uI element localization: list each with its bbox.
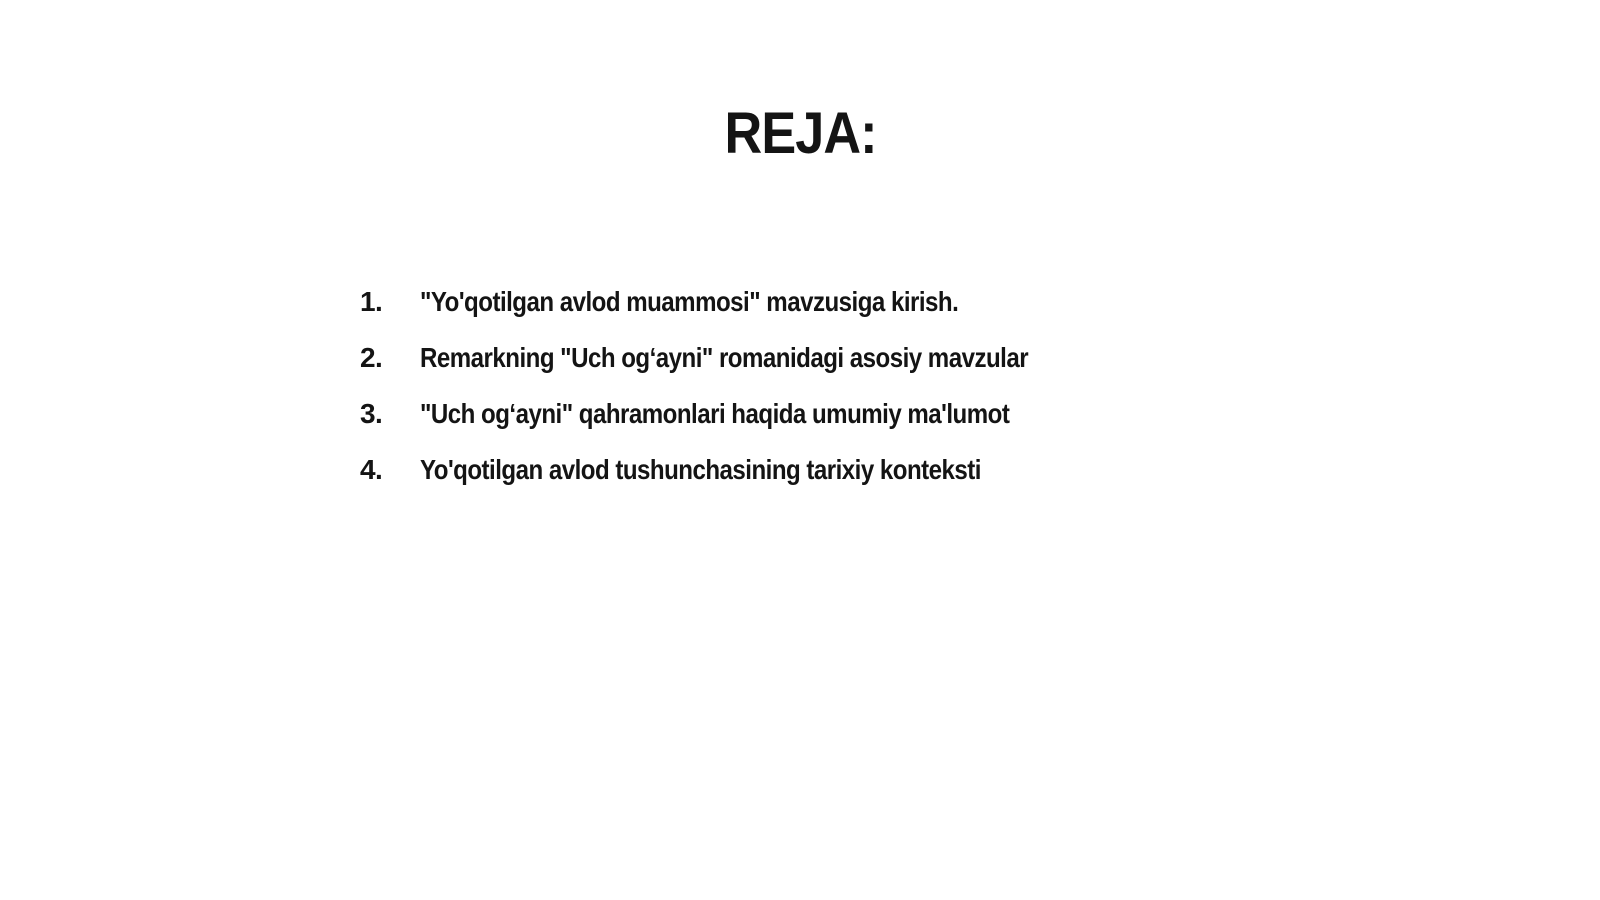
list-item-number: 3. [360,398,383,429]
slide-title: REJA: [724,101,877,166]
list-item-number: 1. [360,286,383,317]
list-item-number: 4. [360,454,383,485]
list-item [360,454,1127,510]
list-item-text: "Yo'qotilgan avlod muammosi" mavzusiga kirish. [420,286,959,317]
list-item-text: "Uch og‘ayni" qahramonlari haqida umumiy ma'lumot [420,398,1010,429]
list-item-number: 2. [360,342,383,373]
list-item [360,342,1127,398]
plan-list [360,286,1127,510]
list-item [360,286,1127,342]
list-item [360,398,1127,454]
list-item-text: Remarkning "Uch og‘ayni" romanidagi asosiy mavzular [420,342,1029,373]
list-item-text: Yo'qotilgan avlod tushunchasining tarixiy konteksti [420,454,981,485]
